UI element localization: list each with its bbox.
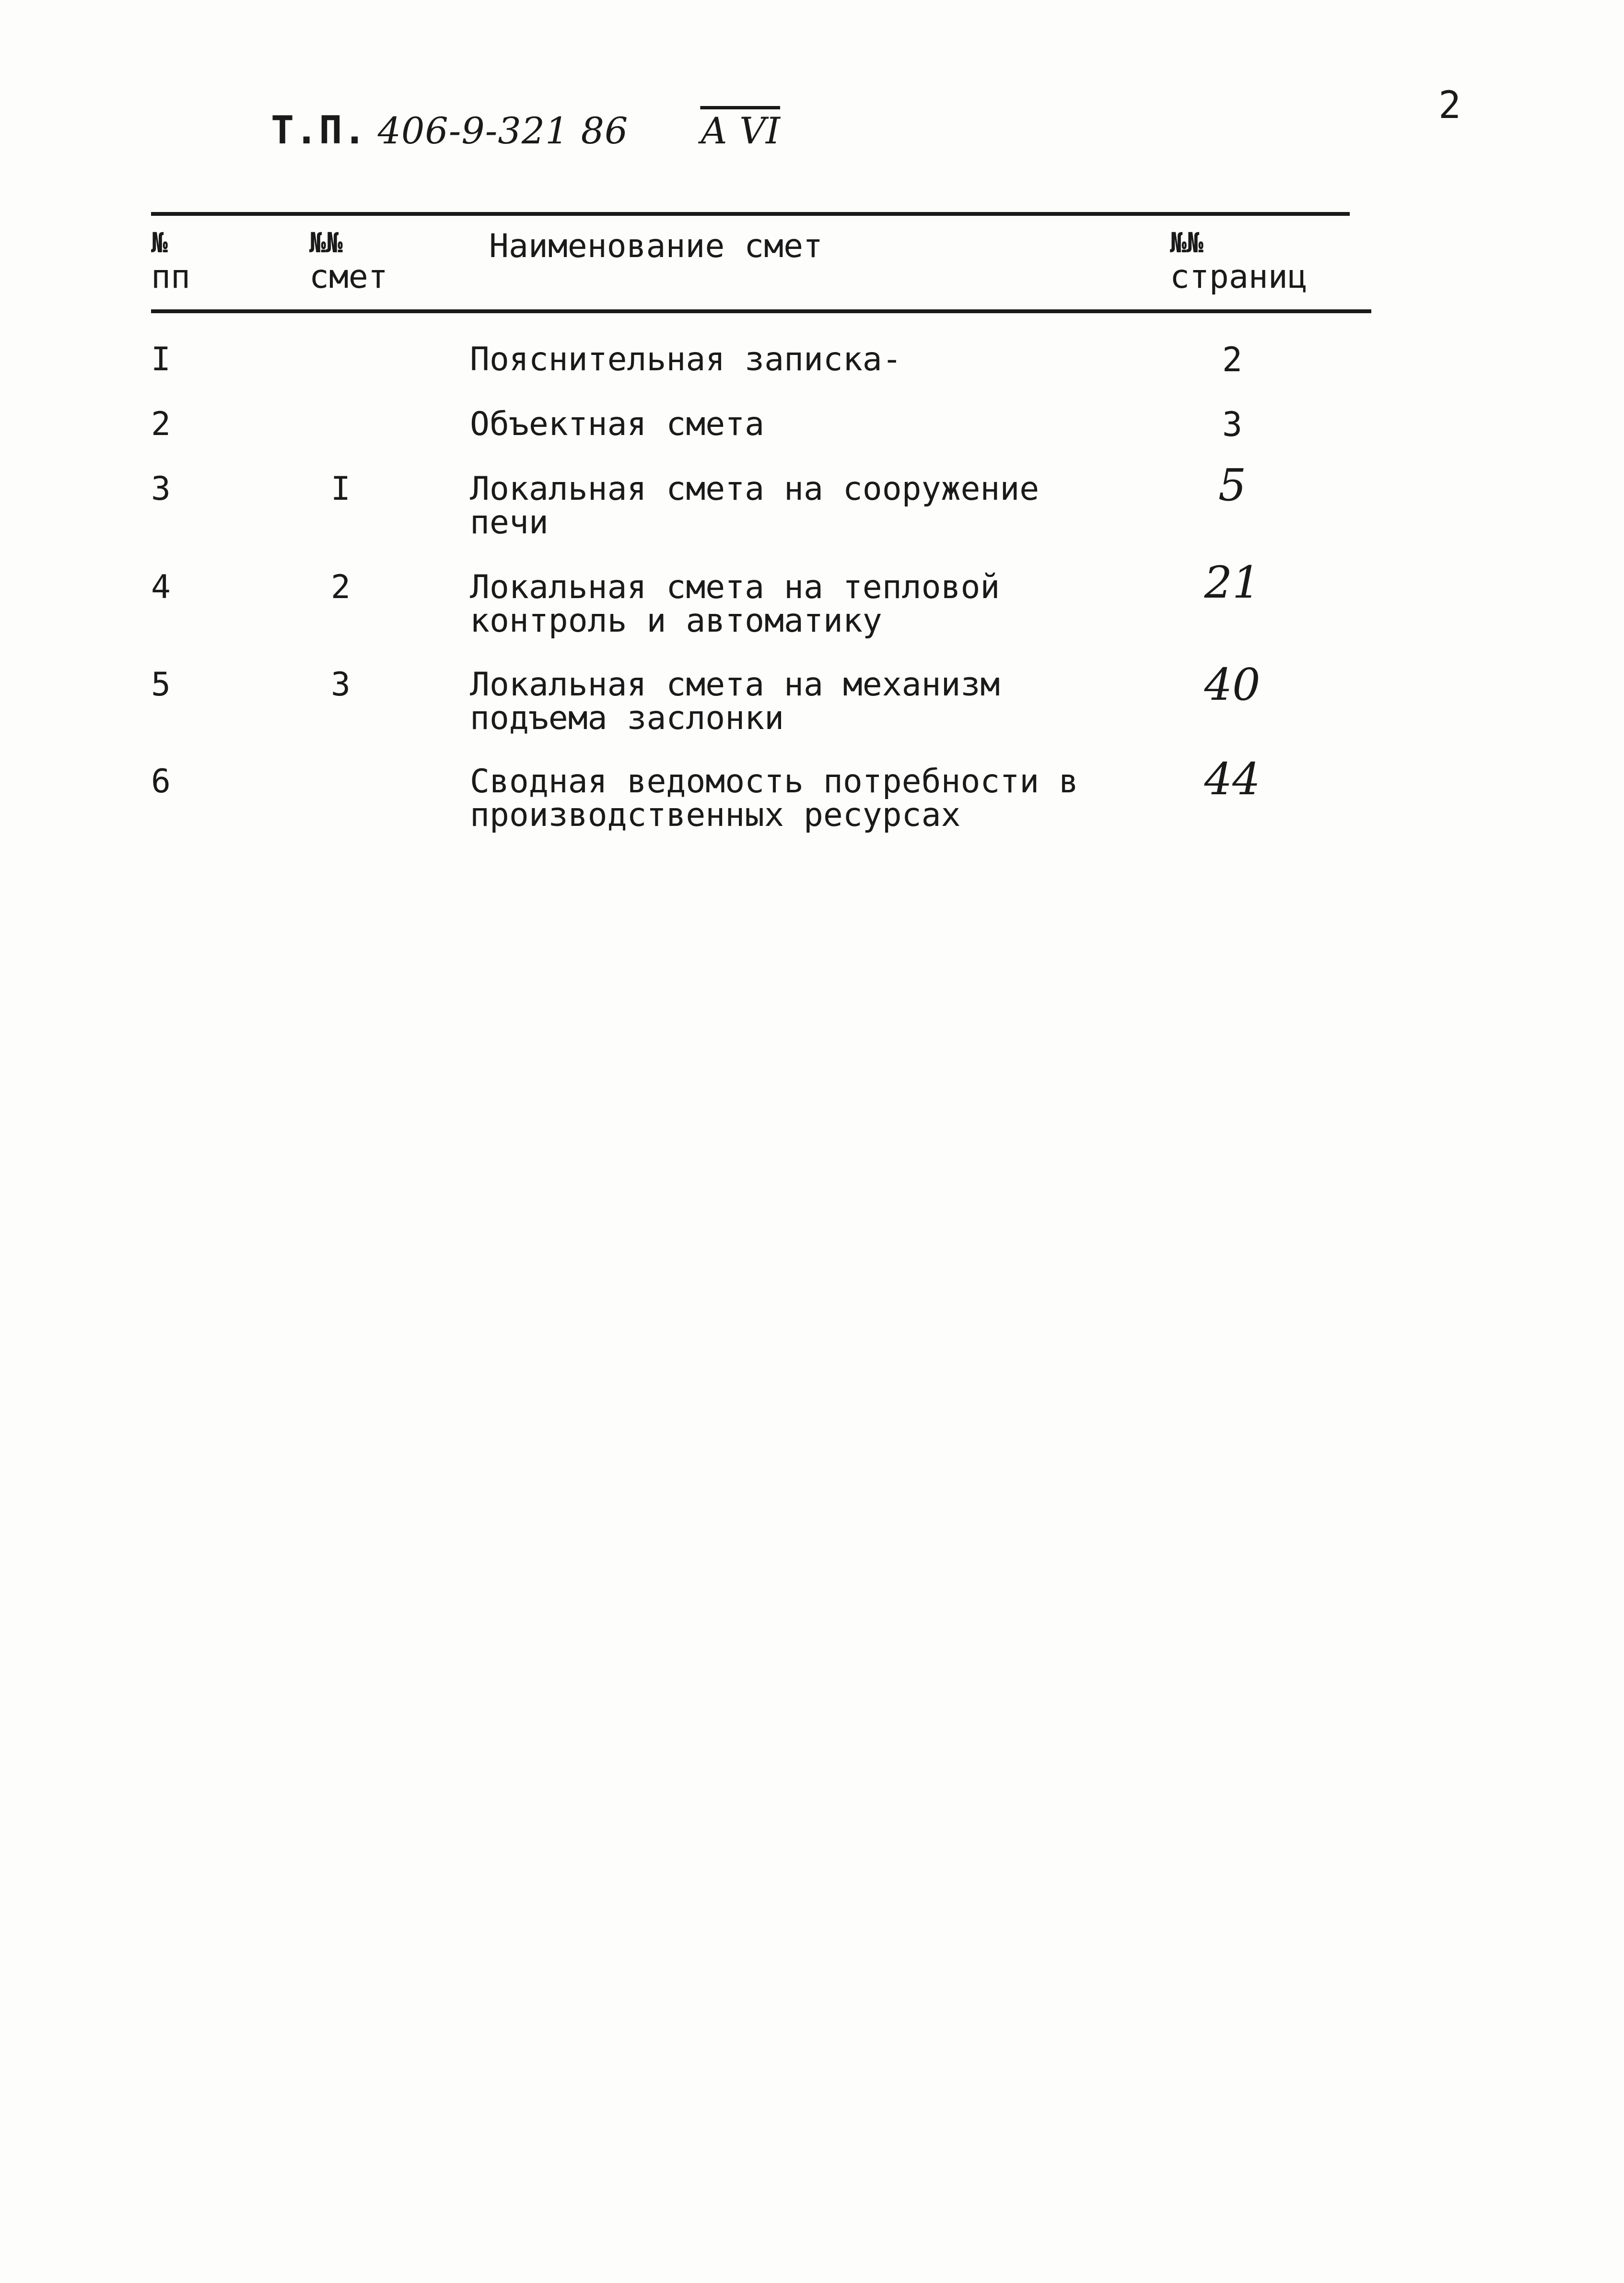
row-page: 3 [1222,405,1243,444]
row-page: 21 [1204,557,1261,608]
document-header [271,108,780,153]
row-estimate-no: 3 [331,666,351,704]
row-name: Объектная смета [470,405,765,443]
row-name: Локальная смета на сооружение печи [470,470,1040,541]
column-header-item-no [151,225,190,294]
number-sign: №№ [1170,226,1203,259]
column-label: смет [309,258,388,296]
row-name: Локальная смета на механизм подъема заслонки [470,666,1000,737]
column-header-name [489,229,823,264]
number-sign: № [151,226,168,259]
column-label: Наименование смет [489,227,823,265]
table-top-rule [151,212,1350,216]
row-page: 40 [1204,659,1261,710]
column-header-pages [1170,225,1308,294]
number-sign: №№ [309,226,343,259]
page-number: 2 [1438,84,1461,127]
row-page: 44 [1204,753,1261,805]
row-item-no: 2 [151,405,171,443]
doc-code: 406-9-321 86 [377,109,629,152]
row-item-no: 4 [151,568,171,606]
row-estimate-no: 2 [331,568,351,606]
row-item-no: 5 [151,666,171,704]
doc-album: А VI [700,109,780,152]
row-name: Пояснительная записка- [470,341,902,378]
row-item-no: 6 [151,763,171,800]
row-page: 2 [1222,340,1243,379]
row-page: 5 [1218,459,1247,511]
column-label: страниц [1170,258,1308,296]
row-name: Сводная ведомость потребности в производственных ресурсах [470,763,1079,834]
row-name: Локальная смета на тепловой контроль и автоматику [470,568,1000,640]
row-item-no: 3 [151,470,171,508]
column-label: пп [151,258,190,296]
table-header-rule [151,309,1371,313]
row-item-no: I [151,341,171,378]
column-header-estimate-no [309,225,388,294]
doc-prefix: Т.П. [271,108,367,153]
row-estimate-no: I [331,470,351,508]
